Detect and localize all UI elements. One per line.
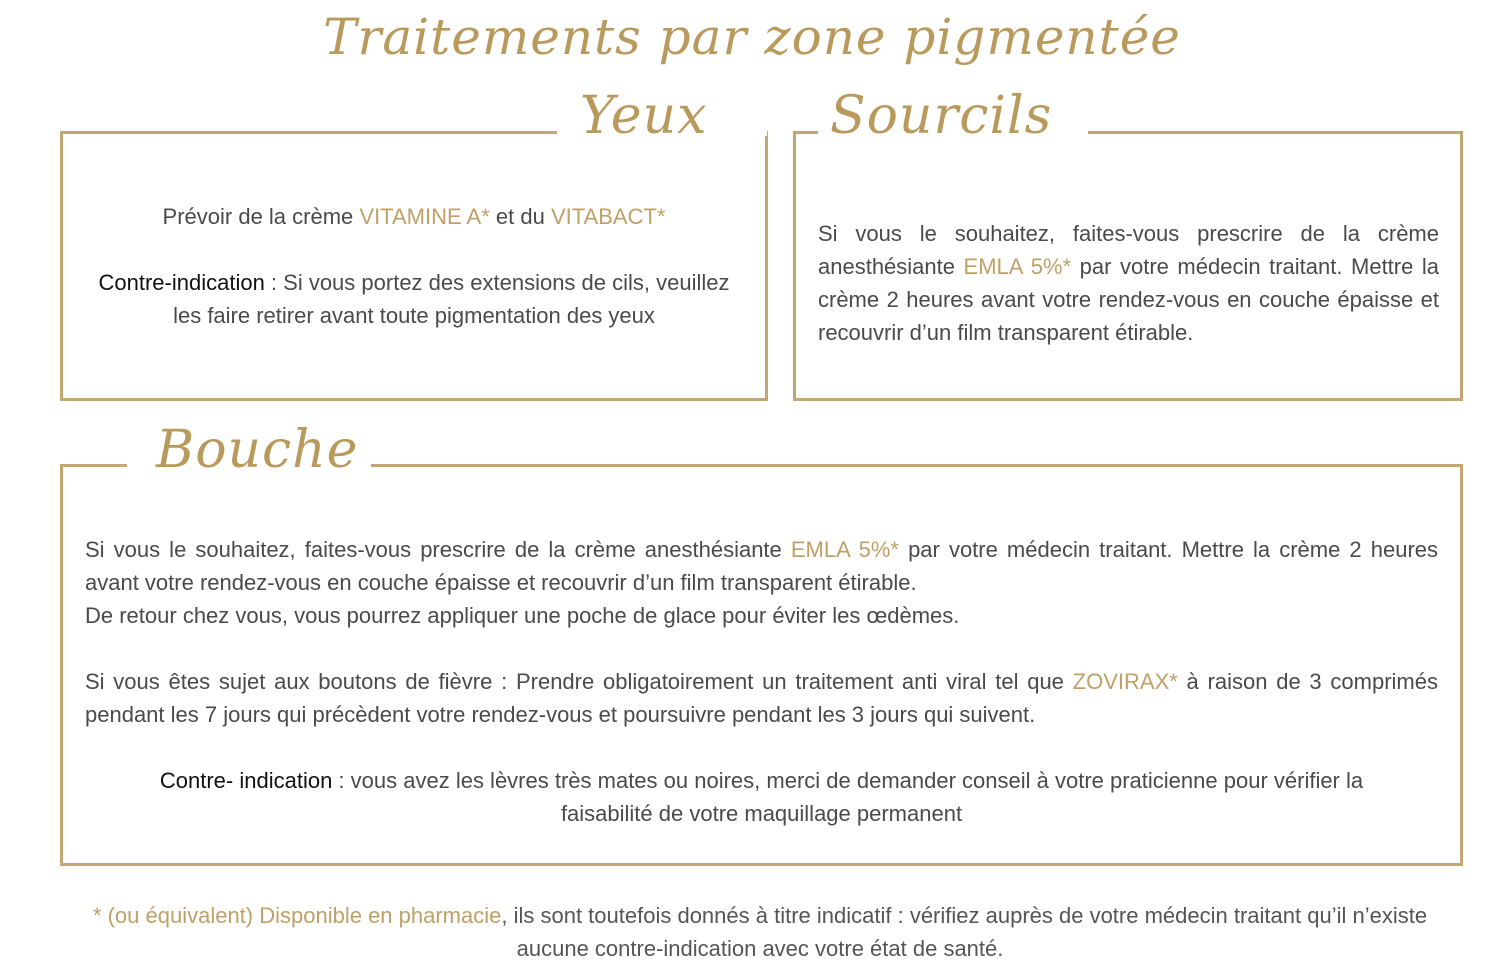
contra-indication-label: Contre-indication [98, 270, 265, 295]
yeux-contra-indication: Contre-indication : Si vous portez des extensions de cils, veuillez les faire retirer avant toute pigmentation des yeux [98, 270, 730, 328]
yeux-text [90, 200, 738, 332]
contra-indication-label: Contre- indication [159, 768, 333, 793]
emla-product: EMLA 5%* [963, 254, 1072, 279]
bouche-ice-paragraph: De retour chez vous, vous pourrez appliquer une poche de glace pour éviter les œdèmes. [85, 603, 960, 628]
vitabact-product: VITABACT* [550, 204, 666, 229]
bouche-title: Bouche [156, 420, 359, 480]
footer-pharmacy-note: * (ou équivalent) Disponible en pharmacie [92, 903, 502, 928]
footer-note: * (ou équivalent) Disponible en pharmacie, ils sont toutefois donnés à titre indicatif : vérifiez auprès de votre médecin traitant qu’il n’existe aucune contre-indication avec votre état de santé. [92, 903, 1428, 961]
bouche-text [85, 533, 1438, 830]
vitamine-a-product: VITAMINE A* [359, 204, 490, 229]
yeux-cream-line: Prévoir de la crème VITAMINE A* et du VITABACT* [162, 204, 666, 229]
sourcils-text: Si vous le souhaitez, faites-vous prescrire de la crème anesthésiante EMLA 5%* par votre médecin traitant. Mettre la crème 2 heures avant votre rendez-vous en couche épaisse et recouvrir d’un film transparent étirable. [818, 221, 1440, 345]
bouche-emla-paragraph: Si vous le souhaitez, faites-vous prescrire de la crème anesthésiante EMLA 5%* par votre médecin traitant. Mettre la crème 2 heures avant votre rendez-vous en couche épaisse et recouvrir d’un film transparent étirable. [85, 537, 1439, 595]
bouche-contra-indication: Contre- indication : vous avez les lèvres très mates ou noires, merci de demander conseil à votre praticienne pour vérifier la faisabilité de votre maquillage permanent [159, 768, 1364, 826]
bouche-fever-paragraph: Si vous êtes sujet aux boutons de fièvre : Prendre obligatoirement un traitement anti viral tel que ZOVIRAX* à raison de 3 comprimés pendant les 7 jours qui précèdent votre rendez-vous et poursuivre pendant les 3 jours qui suivent. [85, 669, 1438, 727]
yeux-title: Yeux [580, 86, 708, 146]
emla-product: EMLA 5%* [790, 537, 899, 562]
page-title: Traitements par zone pigmentée [323, 8, 1181, 66]
sourcils-title: Sourcils [830, 86, 1053, 146]
zovirax-product: ZOVIRAX* [1072, 669, 1178, 694]
